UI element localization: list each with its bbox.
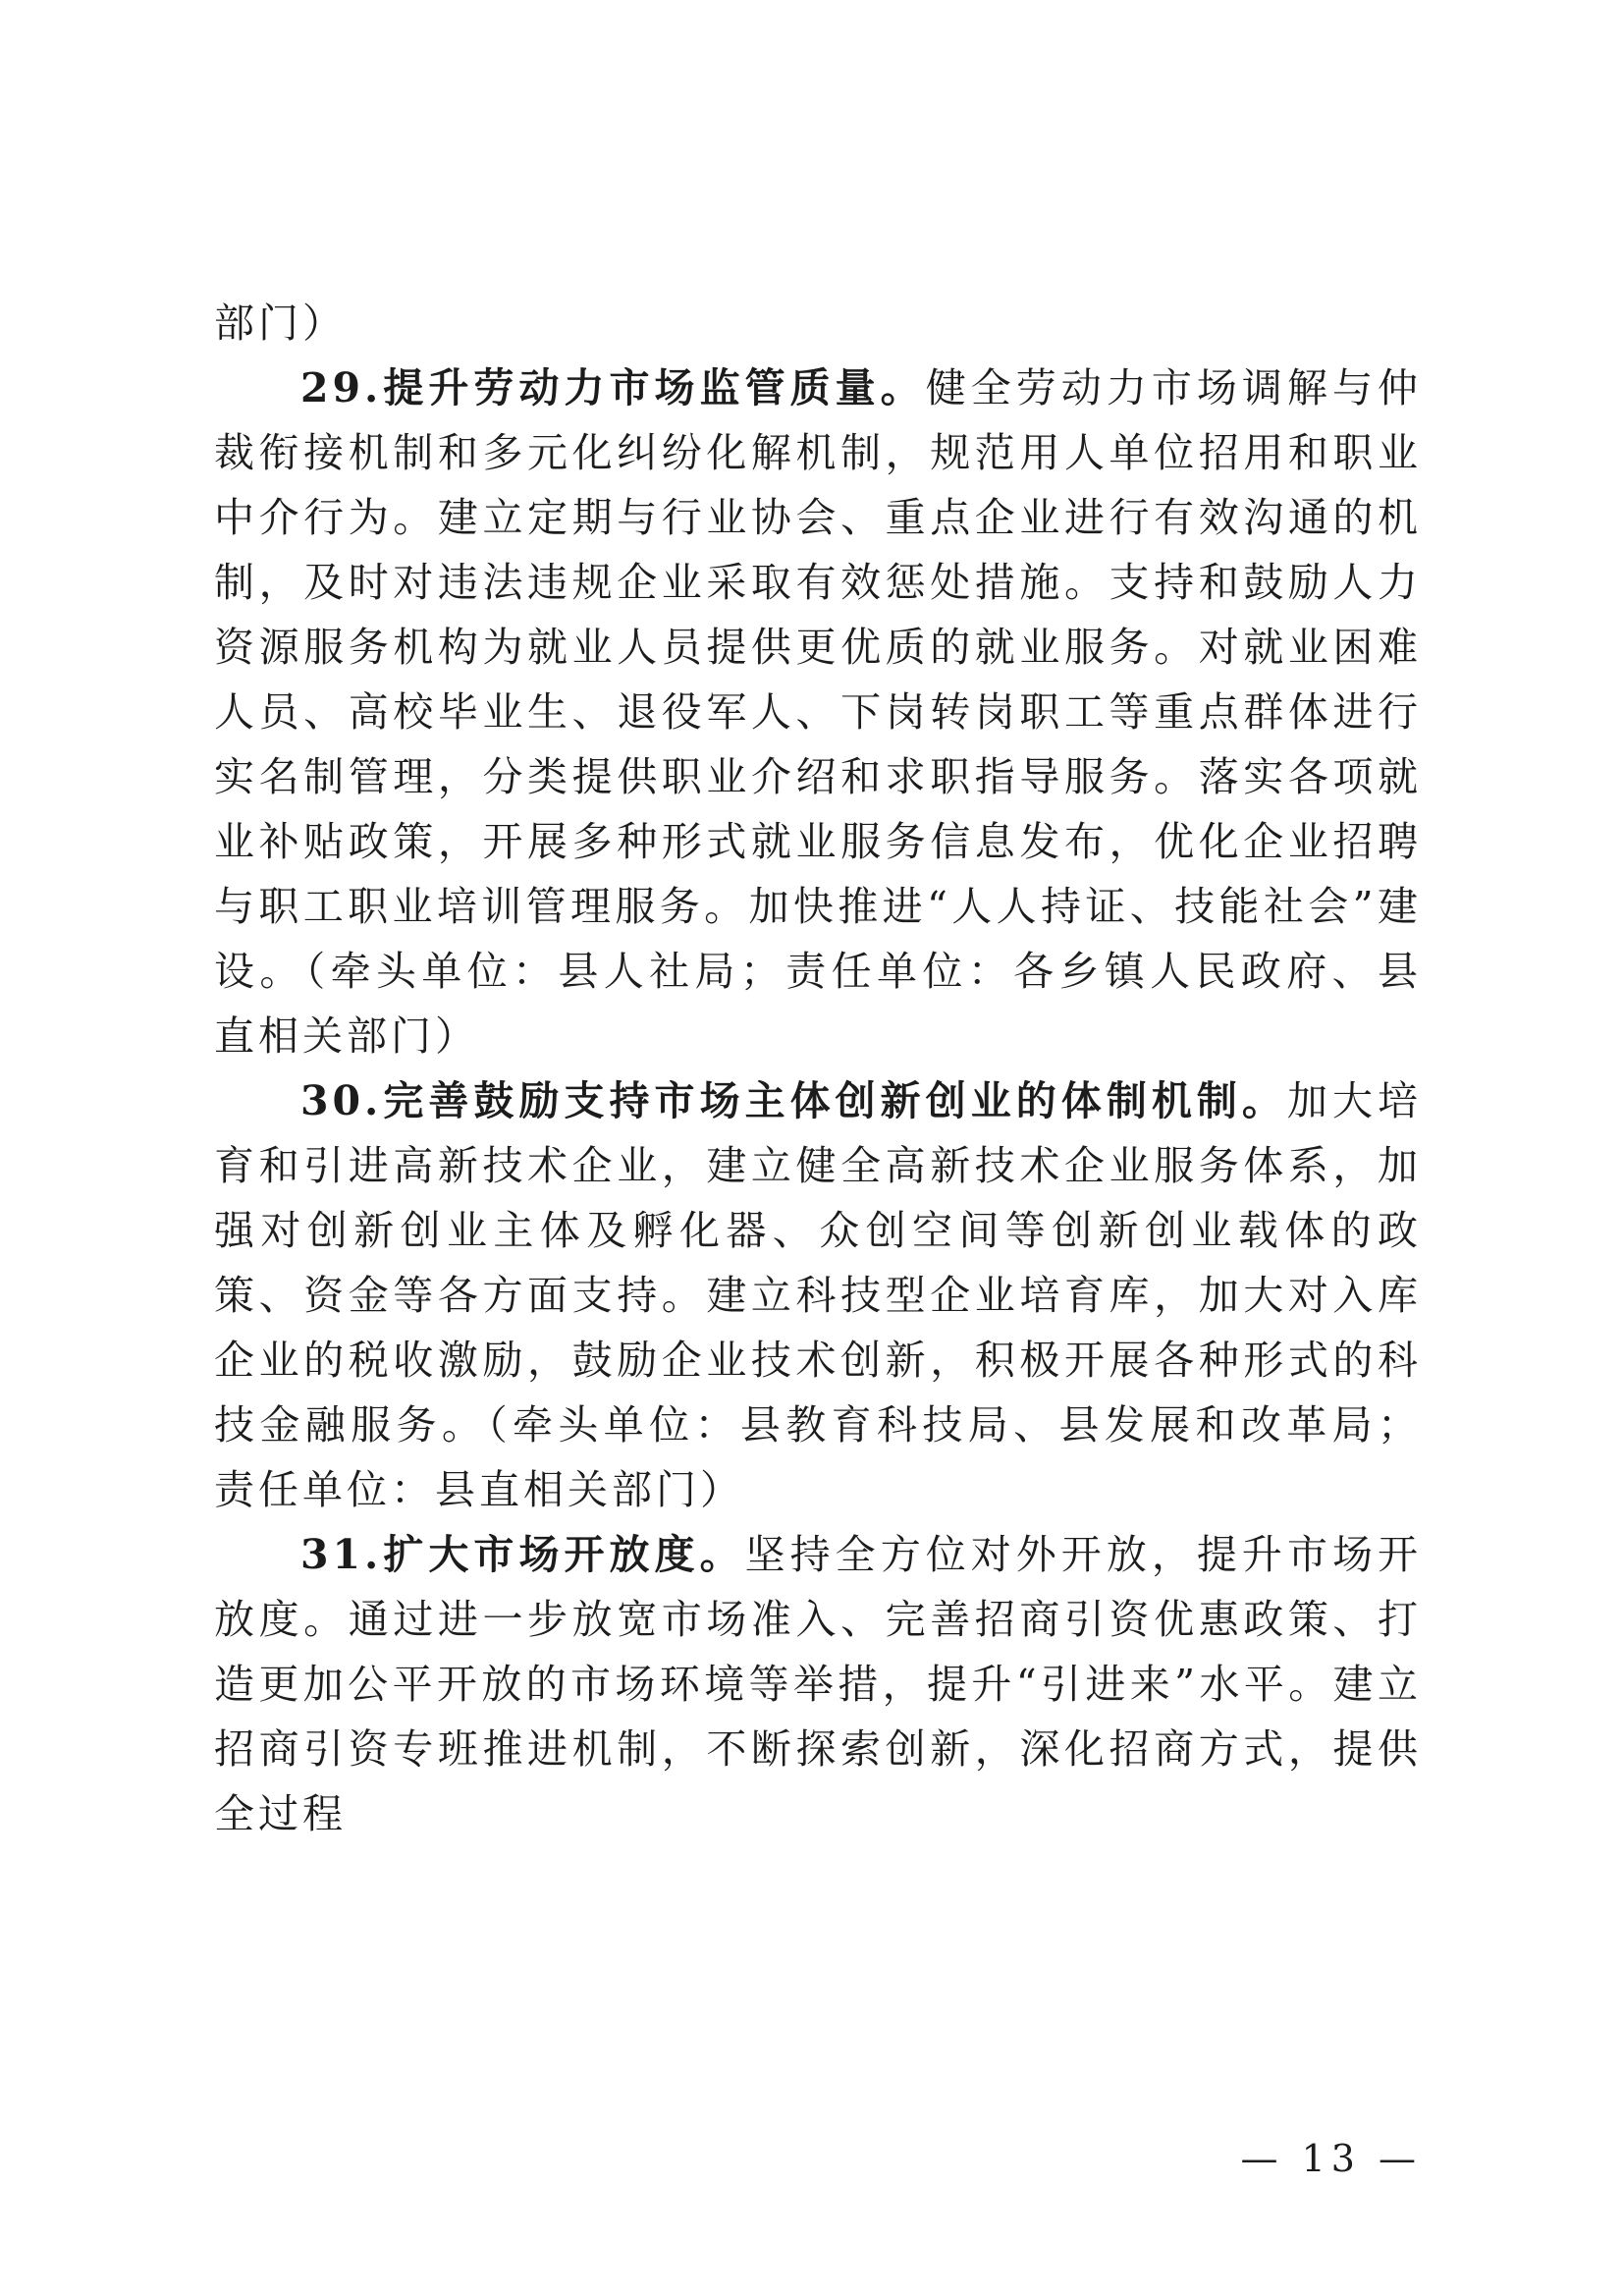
item-29-number: 29.: [300, 364, 383, 411]
item-29-body: 健全劳动力市场调解与仲裁衔接机制和多元化纠纷化解机制，规范用人单位招用和职业中介行为。建立定期与行业协会、重点企业进行有效沟通的机制，及时对违法违规企业采取有效惩处措施。支持和鼓励人力资源服务机构为就业人员提供更优质的就业服务。对就业困难人员、高校毕业生、退役军人、下岗转岗职工等重点群体进行实名制管理，分类提供职业介绍和求职指导服务。落实各项就业补贴政策，开展多种形式就业服务信息发布，优化企业招聘与职工职业培训管理服务。加快推进“人人持证、技能社会”建设。（牵头单位：县人社局；责任单位：各乡镇人民政府、县直相关部门）: [214, 364, 1423, 1060]
document-body: [214, 291, 1422, 1846]
item-29-paragraph: [214, 355, 1422, 1068]
item-31-number: 31.: [300, 1531, 383, 1578]
item-31-paragraph: [214, 1522, 1422, 1846]
page-number: — 13 —: [1240, 2137, 1422, 2180]
item-30-title: 完善鼓励支持市场主体创新创业的体制机制。: [382, 1077, 1287, 1124]
continuation-line: 部门）: [214, 300, 347, 347]
item-31-body: 坚持全方位对外开放，提升市场开放度。通过进一步放宽市场准入、完善招商引资优惠政策、打造更加公平开放的市场环境等举措，提升“引进来”水平。建立招商引资专班推进机制，不断探索创新，深化招商方式，提供全过程: [214, 1531, 1423, 1837]
item-31-title: 扩大市场开放度。: [382, 1531, 745, 1578]
continuation-text: [214, 291, 1422, 355]
item-30-number: 30.: [300, 1077, 383, 1124]
item-30-paragraph: [214, 1068, 1422, 1522]
item-30-body: 加大培育和引进高新技术企业，建立健全高新技术企业服务体系，加强对创新创业主体及孵化器、众创空间等创新创业载体的政策、资金等各方面支持。建立科技型企业培育库，加大对入库企业的税收激励，鼓励企业技术创新，积极开展各种形式的科技金融服务。（牵头单位：县教育科技局、县发展和改革局；责任单位：县直相关部门）: [214, 1077, 1423, 1513]
item-29-title: 提升劳动力市场监管质量。: [382, 364, 926, 411]
